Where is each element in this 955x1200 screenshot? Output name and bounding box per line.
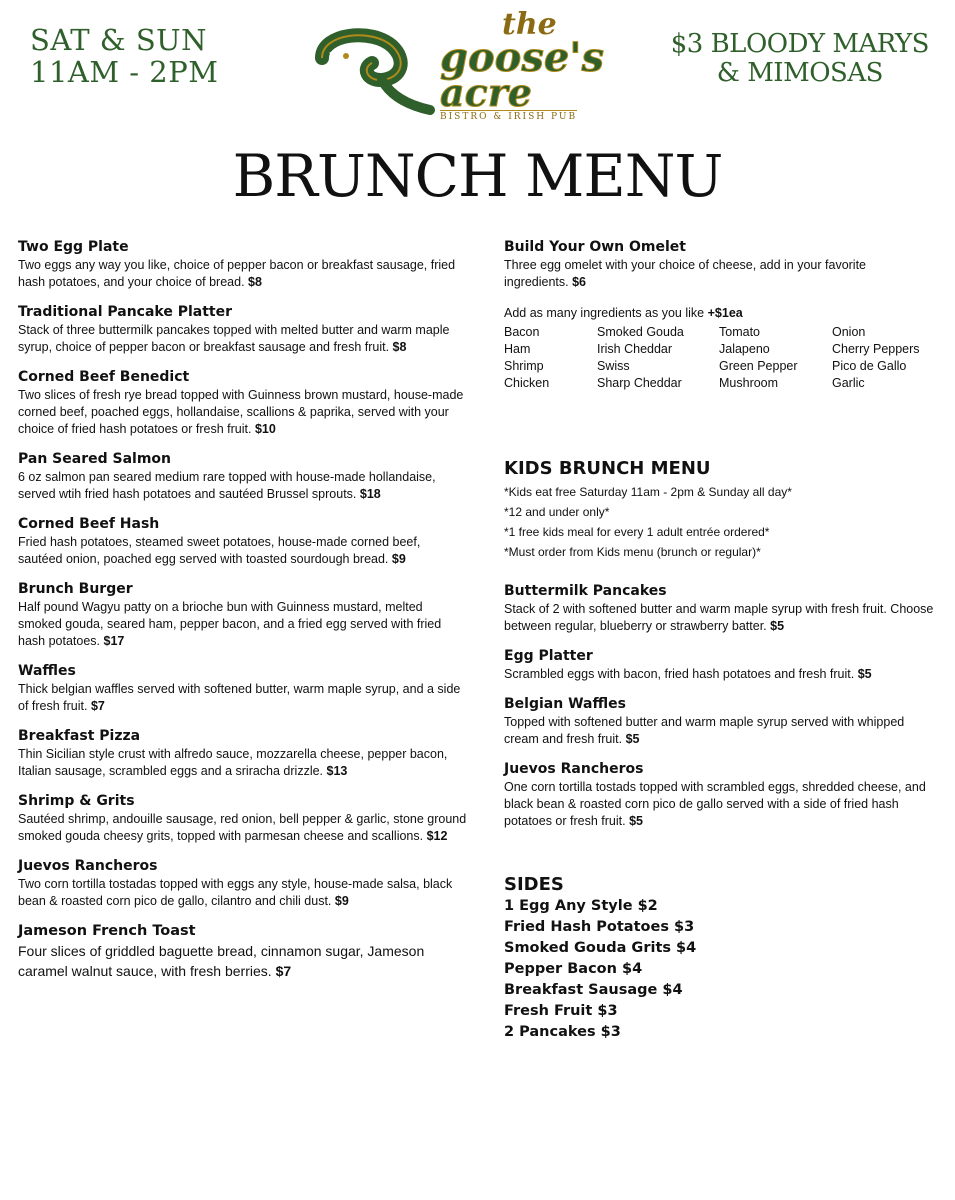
ingredient: Onion [832, 325, 866, 339]
goose-emblem-icon [312, 18, 437, 118]
item-name: Breakfast Pizza [18, 728, 141, 744]
ingredient: Ham [504, 342, 531, 356]
menu-item [18, 922, 468, 981]
item-description: Thick belgian waffles served with softened butter, warm maple syrup, and a side of fresh fruit. $7 [18, 682, 461, 713]
item-description: Topped with softened butter and warm maple syrup served with whipped cream and fresh fruit. $5 [504, 715, 905, 746]
item-description: 6 oz salmon pan seared medium rare topped with house-made hollandaise, served wtih fried hash potatoes and sautéed Brussel sprouts. $18 [18, 470, 436, 501]
deal-line-2: & MIMOSAS [716, 58, 883, 89]
item-price: $8 [392, 340, 407, 354]
kids-note: *12 and under only* [504, 505, 610, 519]
menu-item [18, 368, 468, 438]
item-description: Stack of 2 with softened butter and warm maple syrup with fresh fruit. Choose between regular, blueberry or strawberry batter. $5 [504, 602, 934, 633]
item-description: Thin Sicilian style crust with alfredo sauce, mozzarella cheese, pepper bacon, Italian sausage, scrambled eggs and a sriracha drizzle. $13 [18, 747, 448, 778]
ingredient: Cherry Peppers [832, 342, 920, 356]
item-name: Jameson French Toast [18, 923, 196, 939]
item-name: Buttermilk Pancakes [504, 583, 667, 599]
item-price: $7 [275, 963, 292, 979]
page-title: BRUNCH MENU [232, 142, 723, 210]
item-price: $5 [770, 619, 785, 633]
item-name: Shrimp & Grits [18, 793, 135, 809]
side-item: Breakfast Sausage $4 [504, 982, 683, 998]
item-name: Belgian Waffles [504, 696, 626, 712]
ingredient: Sharp Cheddar [597, 376, 682, 390]
item-description: Fried hash potatoes, steamed sweet potatoes, house-made corned beef, sautéed onion, poached egg served with toasted sourdough bread. $9 [18, 535, 421, 566]
kids-menu-title: KIDS BRUNCH MENU [504, 458, 711, 479]
item-name: Corned Beef Benedict [18, 369, 190, 385]
item-name: Juevos Rancheros [504, 761, 644, 777]
ingredient: Tomato [719, 325, 760, 339]
item-name: Two Egg Plate [18, 239, 129, 255]
item-name: Build Your Own Omelet [504, 239, 686, 255]
item-name: Corned Beef Hash [18, 516, 160, 532]
ingredient: Jalapeno [719, 342, 770, 356]
kids-note: *Must order from Kids menu (brunch or regular)* [504, 545, 761, 559]
ingredient: Pico de Gallo [832, 359, 907, 373]
menu-item [18, 727, 468, 780]
item-price: $10 [254, 422, 276, 436]
item-price: $9 [391, 552, 406, 566]
ingredient: Mushroom [719, 376, 779, 390]
menu-item [504, 647, 934, 683]
item-price: $8 [248, 275, 262, 289]
item-price: $7 [90, 699, 105, 713]
kids-note: *Kids eat free Saturday 11am - 2pm & Sunday all day* [504, 485, 792, 499]
item-price: $17 [103, 634, 125, 648]
item-price: $13 [326, 764, 348, 778]
item-price: $18 [359, 487, 381, 501]
item-description: Sautéed shrimp, andouille sausage, red onion, bell pepper & garlic, stone ground smoked gouda cheesy grits, topped with parmesan cheese and scallions. $12 [18, 812, 467, 843]
side-item: 1 Egg Any Style $2 [504, 898, 658, 914]
side-item: Fresh Fruit $3 [504, 1003, 618, 1019]
logo-goose: goose's [440, 34, 605, 81]
item-description: Two slices of fresh rye bread topped with Guinness brown mustard, house-made corned beef, poached eggs, hollandaise, scallions & paprika, served with your choice of fried hash potatoes or fresh fruit. $10 [18, 388, 464, 436]
ingredient: Shrimp [504, 359, 544, 373]
sides-list [504, 896, 934, 1043]
deal-line-1: $3 BLOODY MARYS [670, 29, 929, 59]
item-description: Two corn tortilla tostadas topped with eggs any style, house-made salsa, black bean & roasted corn pico de gallo, cilantro and chili dust. $9 [18, 877, 453, 908]
menu-item [504, 760, 934, 830]
side-item: 2 Pancakes $3 [504, 1024, 621, 1040]
item-price: $6 [572, 275, 587, 289]
right-menu-column [504, 238, 934, 1043]
item-name: Pan Seared Salmon [18, 451, 171, 467]
item-description: Two eggs any way you like, choice of pepper bacon or breakfast sausage, fried hash potatoes, and your choice of bread. $8 [18, 258, 456, 289]
item-price: $12 [426, 829, 448, 843]
kids-notes [504, 484, 934, 560]
menu-item [18, 515, 468, 568]
logo-tagline: BISTRO & IRISH PUB [440, 112, 578, 122]
ingredient: Bacon [504, 325, 540, 339]
ingredient: Garlic [832, 376, 865, 390]
main-menu-column [18, 238, 468, 993]
addon-price: +$1ea [707, 306, 743, 320]
ingredient: Irish Cheddar [597, 342, 673, 356]
ingredient-grid [504, 324, 934, 392]
menu-item [18, 857, 468, 910]
item-price: $9 [334, 894, 349, 908]
item-description: One corn tortilla tostads topped with scrambled eggs, shredded cheese, and black bean & roasted corn pico de gallo served with a side of fried hash potatoes or fresh fruit. $5 [504, 780, 926, 828]
menu-item [18, 662, 468, 715]
item-name: Egg Platter [504, 648, 593, 664]
logo-acre: acre [440, 70, 532, 115]
kids-items [504, 582, 934, 830]
menu-item [504, 582, 934, 635]
item-name: Traditional Pancake Platter [18, 304, 233, 320]
menu-item [18, 792, 468, 845]
kids-note: *1 free kids meal for every 1 adult entrée ordered* [504, 525, 770, 539]
omelet-item [504, 238, 934, 291]
item-price: $5 [629, 814, 643, 828]
ingredient: Chicken [504, 376, 550, 390]
hours-text: 11AM - 2PM [30, 55, 219, 90]
item-description: Four slices of griddled baguette bread, cinnamon sugar, Jameson caramel walnut sauce, with fresh berries. $7 [18, 943, 425, 979]
hours-header [30, 24, 218, 89]
item-name: Brunch Burger [18, 581, 133, 597]
menu-item [18, 303, 468, 356]
ingredient: Swiss [597, 359, 630, 373]
drink-special-header [671, 30, 929, 88]
item-description: Stack of three buttermilk pancakes topped with melted butter and warm maple syrup, choice of pepper bacon or breakfast sausage and fresh fruit. $8 [18, 323, 450, 354]
menu-item [504, 695, 934, 748]
side-item: Pepper Bacon $4 [504, 961, 643, 977]
side-item: Fried Hash Potatoes $3 [504, 919, 695, 935]
ingredient: Smoked Gouda [597, 325, 684, 339]
side-item: Smoked Gouda Grits $4 [504, 940, 697, 956]
logo-the: the [502, 7, 557, 42]
item-description: Three egg omelet with your choice of cheese, add in your favorite ingredients. $6 [504, 258, 867, 289]
ingredient: Green Pepper [719, 359, 798, 373]
item-name: Waffles [18, 663, 76, 679]
days-text: SAT & SUN [30, 23, 207, 57]
menu-item [18, 450, 468, 503]
addon-heading: Add as many ingredients as you like +$1ea [504, 306, 743, 320]
item-description: Scrambled eggs with bacon, fried hash potatoes and fresh fruit. $5 [504, 667, 872, 681]
goose-acre-logo [312, 8, 642, 128]
item-name: Juevos Rancheros [18, 858, 158, 874]
menu-item [18, 238, 468, 291]
item-price: $5 [625, 732, 640, 746]
item-description: Half pound Wagyu patty on a brioche bun with Guinness mustard, melted smoked gouda, seared ham, pepper bacon, and a fried egg served with fried hash potatoes. $17 [18, 600, 442, 648]
menu-item [18, 580, 468, 650]
sides-title: SIDES [504, 874, 564, 895]
item-price: $5 [857, 667, 872, 681]
